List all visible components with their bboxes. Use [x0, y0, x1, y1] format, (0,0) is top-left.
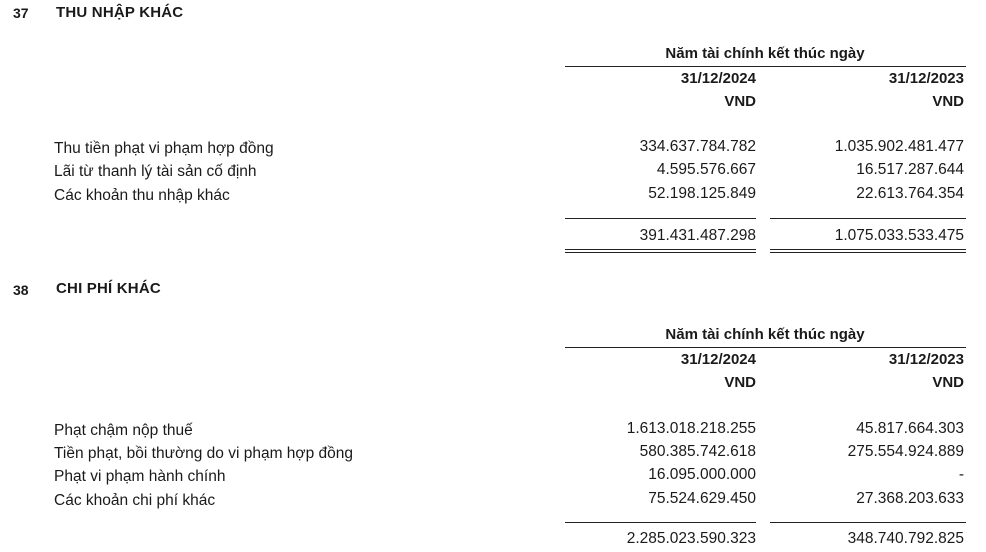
- row-value-2024: 4.595.576.667: [656, 161, 756, 178]
- row-value-2023: 16.517.287.644: [856, 161, 964, 178]
- row-value-2023: 45.817.664.303: [856, 420, 964, 437]
- row-value-2024: 580.385.742.618: [639, 443, 756, 460]
- row-label: Lãi từ thanh lý tài sản cố định: [54, 163, 257, 180]
- row-label: Tiền phạt, bồi thường do vi phạm hợp đồng: [54, 445, 353, 462]
- column-unit-2023: VND: [932, 93, 964, 110]
- total-value-2024: 391.431.487.298: [639, 227, 756, 244]
- subtotal-rule-2023: [770, 522, 966, 523]
- section-37-title: THU NHẬP KHÁC: [56, 4, 184, 21]
- total-value-2023: 1.075.033.533.475: [834, 227, 964, 244]
- row-label: Các khoản chi phí khác: [54, 492, 216, 509]
- section-37-number: 37: [13, 5, 29, 21]
- total-value-2023: 348.740.792.825: [847, 530, 964, 547]
- subtotal-rule-2023: [770, 218, 966, 219]
- row-label: Phạt vi phạm hành chính: [54, 468, 226, 485]
- column-unit-2024: VND: [724, 93, 756, 110]
- column-unit-2024: VND: [724, 374, 756, 391]
- row-label: Các khoản thu nhập khác: [54, 187, 230, 204]
- period-header-rule: [565, 66, 966, 67]
- period-header-rule: [565, 347, 966, 348]
- subtotal-rule-2024: [565, 522, 756, 523]
- period-header: Năm tài chính kết thúc ngày: [665, 45, 865, 62]
- row-label: Thu tiền phạt vi phạm hợp đồng: [54, 140, 274, 157]
- column-date-2023: 31/12/2023: [888, 70, 964, 87]
- total-double-rule-2023-bottom: [770, 252, 966, 253]
- total-double-rule-2024-top: [565, 249, 756, 250]
- row-value-2023: -: [958, 466, 964, 483]
- total-double-rule-2024-bottom: [565, 252, 756, 253]
- column-date-2024: 31/12/2024: [680, 351, 756, 368]
- row-value-2024: 75.524.629.450: [648, 490, 756, 507]
- row-value-2023: 22.613.764.354: [856, 185, 964, 202]
- row-value-2024: 334.637.784.782: [639, 138, 756, 155]
- period-header: Năm tài chính kết thúc ngày: [665, 326, 865, 343]
- row-value-2023: 27.368.203.633: [856, 490, 964, 507]
- section-38-number: 38: [13, 282, 29, 298]
- column-date-2023: 31/12/2023: [888, 351, 964, 368]
- row-value-2024: 16.095.000.000: [648, 466, 756, 483]
- row-value-2024: 52.198.125.849: [648, 185, 756, 202]
- row-value-2023: 275.554.924.889: [847, 443, 964, 460]
- column-date-2024: 31/12/2024: [680, 70, 756, 87]
- row-value-2023: 1.035.902.481.477: [834, 138, 964, 155]
- section-38-title: CHI PHÍ KHÁC: [56, 280, 161, 297]
- column-unit-2023: VND: [932, 374, 964, 391]
- subtotal-rule-2024: [565, 218, 756, 219]
- total-value-2024: 2.285.023.590.323: [626, 530, 756, 547]
- row-value-2024: 1.613.018.218.255: [626, 420, 756, 437]
- row-label: Phạt chậm nộp thuế: [54, 422, 193, 439]
- total-double-rule-2023-top: [770, 249, 966, 250]
